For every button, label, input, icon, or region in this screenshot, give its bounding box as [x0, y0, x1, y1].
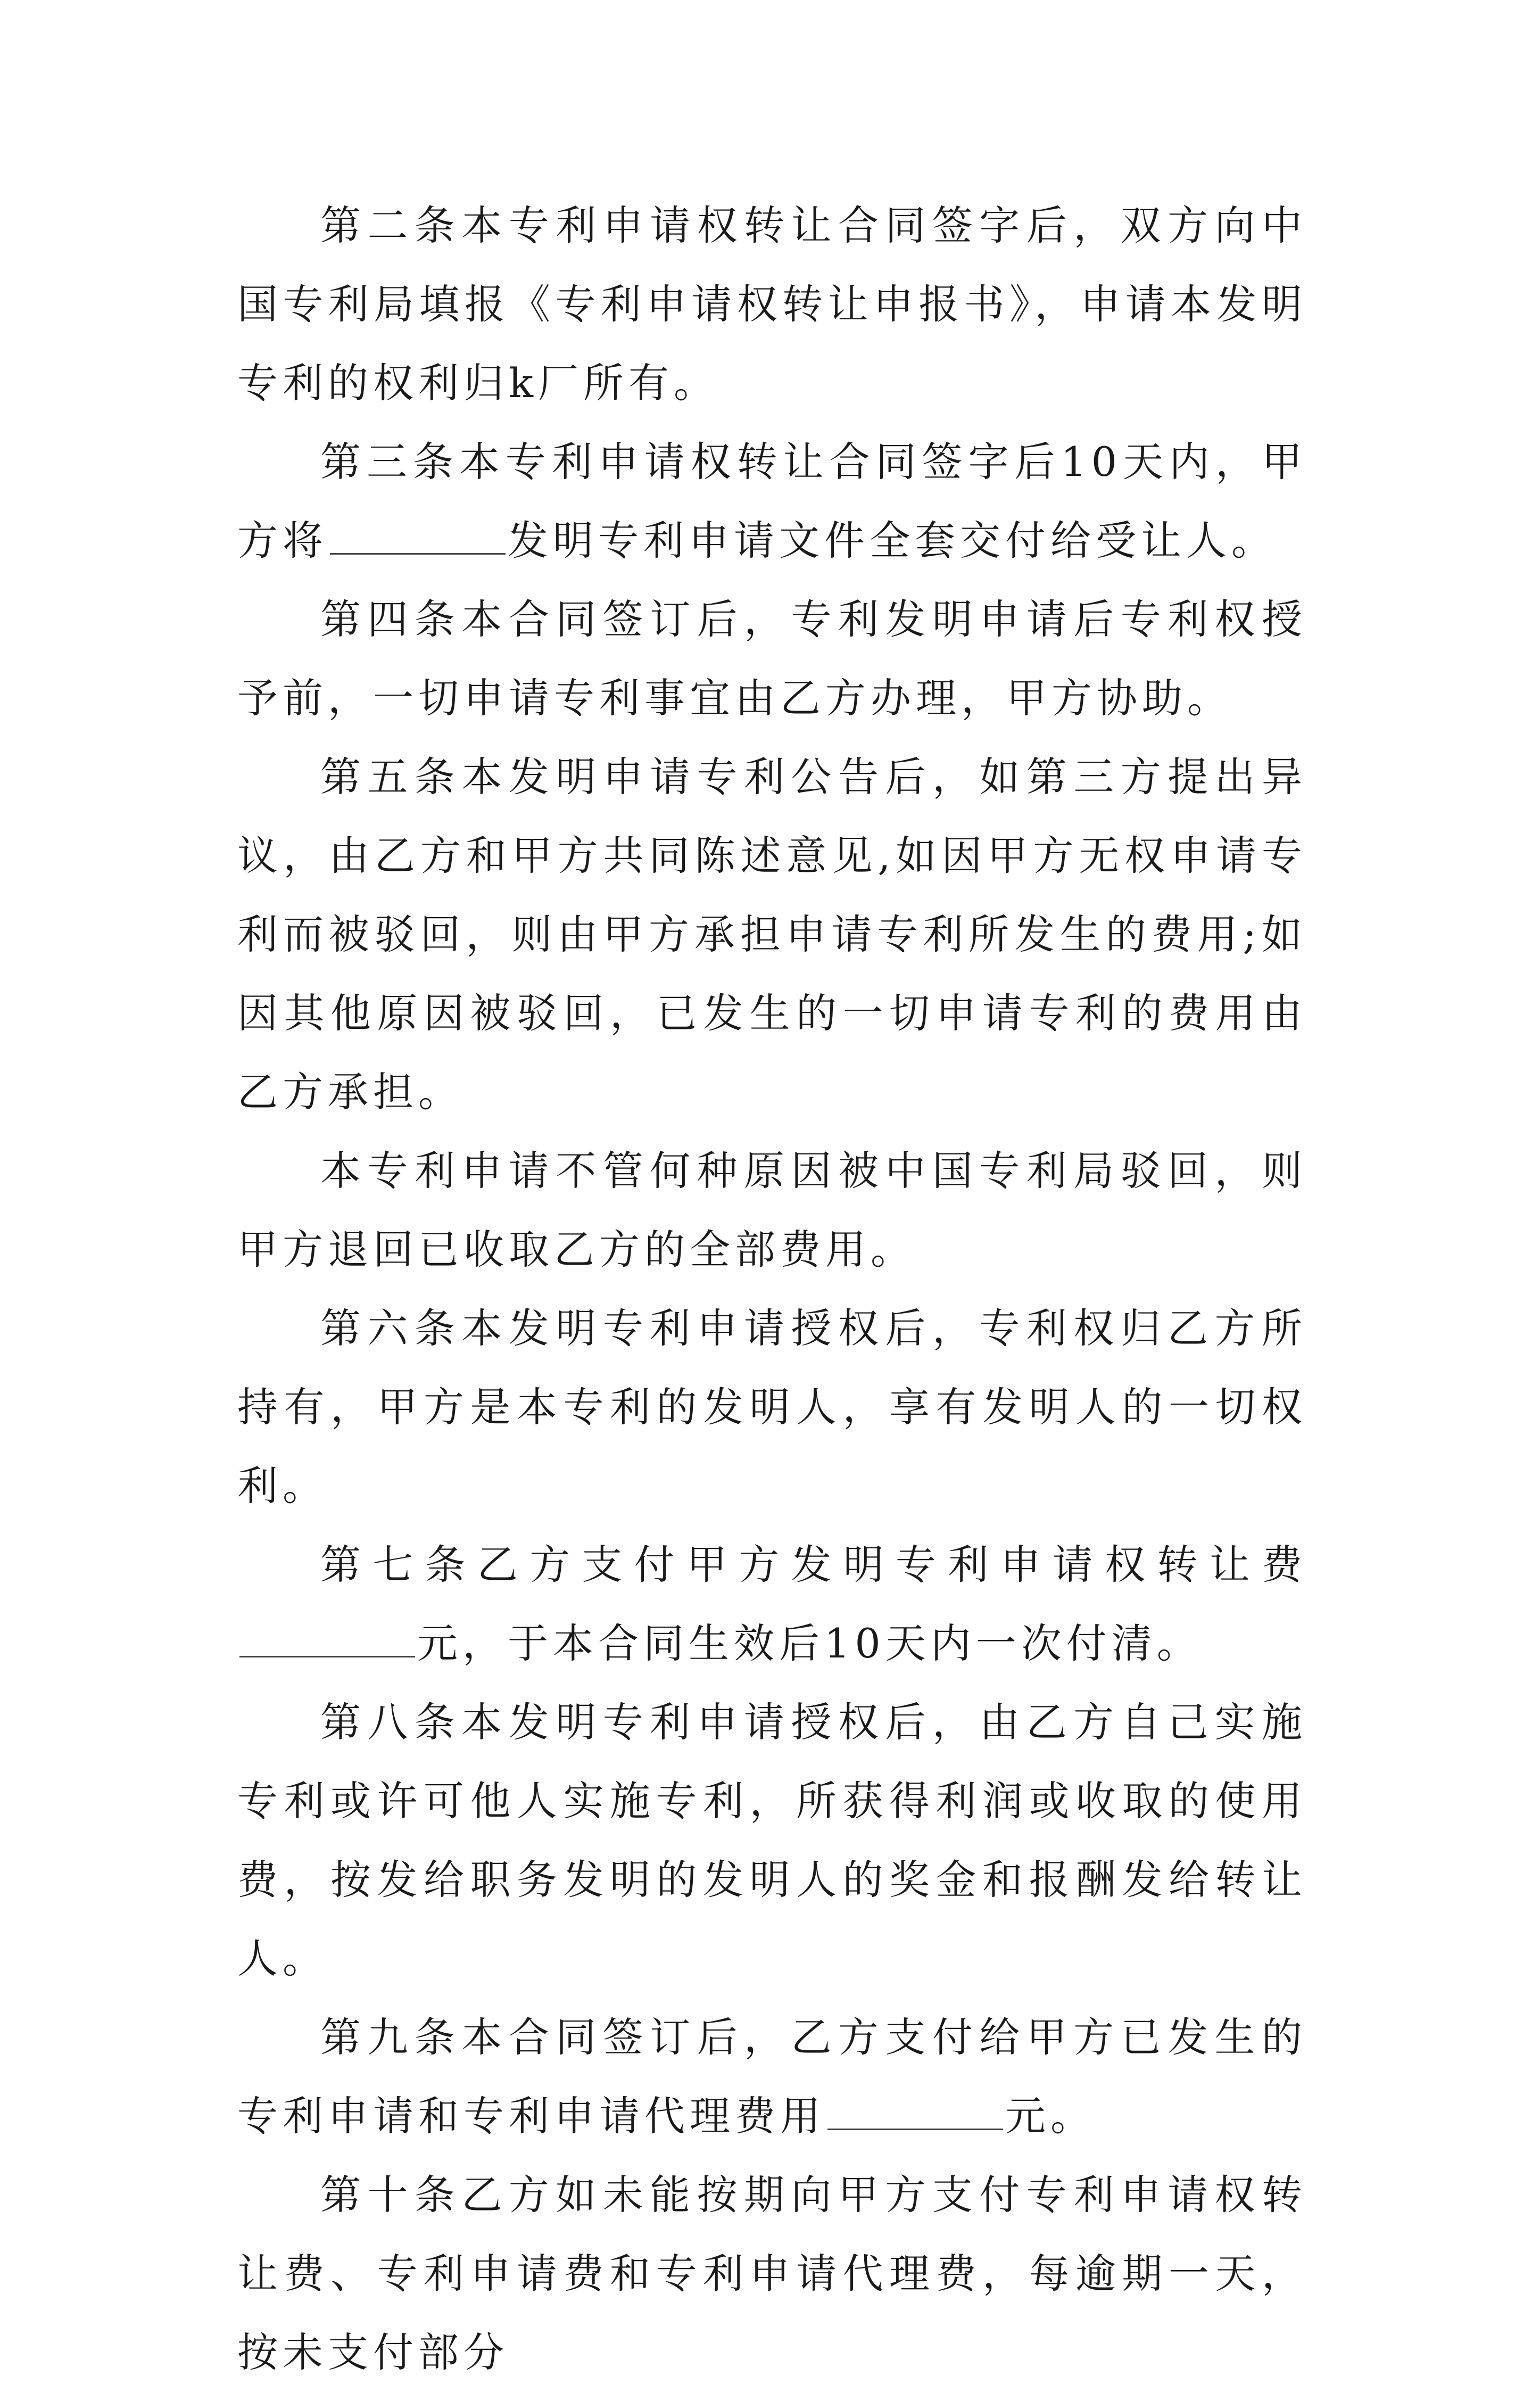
article-9-text-after: 元。	[1005, 2092, 1096, 2140]
article-2	[237, 186, 1307, 423]
article-8	[237, 1683, 1307, 1998]
fill-in-blank	[239, 1624, 415, 1657]
article-8-text: 第八条本发明专利申请授权后，由乙方自己实施专利或许可他人实施专利，所获得利润或收取的使用费，按发给职务发明的发明人的奖金和报酬发给转让人。	[237, 1698, 1307, 1982]
article-6-text: 第六条本发明专利申请授权后，专利权归乙方所持有，甲方是本专利的发明人，享有发明人的一切权利。	[237, 1305, 1307, 1510]
article-4	[237, 580, 1307, 738]
article-5-supplement	[237, 1132, 1307, 1289]
fill-in-blank	[827, 2097, 1003, 2130]
article-5-supplement-text: 本专利申请不管何种原因被中国专利局驳回，则甲方退回已收取乙方的全部费用。	[237, 1147, 1307, 1273]
article-6	[237, 1289, 1307, 1525]
article-9	[237, 1998, 1307, 2156]
article-10-text: 第十条乙方如未能按期向甲方支付专利申请权转让费、专利申请费和专利申请代理费，每逾期一天，按未支付部分	[237, 2171, 1307, 2376]
fill-in-blank	[330, 521, 506, 555]
article-2-text: 第二条本专利申请权转让合同签字后，双方向中国专利局填报《专利申请权转让申报书》，申请本发明专利的权利归k厂所有。	[237, 202, 1307, 407]
article-10	[237, 2156, 1307, 2392]
article-3	[237, 423, 1307, 580]
article-9-text: 第九条本合同签订后，乙方支付给甲方已发生的专利申请和专利申请代理费用	[237, 2014, 1307, 2140]
article-5-text: 第五条本发明申请专利公告后，如第三方提出异议，由乙方和甲方共同陈述意见,如因甲方无权申请专利而被驳回，则由甲方承担申请专利所发生的费用;如因其他原因被驳回，已发生的一切申请专利的费用由乙方承担。	[237, 753, 1307, 1116]
article-7-text-after: 元，于本合同生效后10天内一次付清。	[417, 1620, 1202, 1667]
article-7-text: 第七条乙方支付甲方发明专利申请权转让费	[320, 1541, 1307, 1588]
article-3-text-after: 发明专利申请文件全套交付给受让人。	[508, 517, 1277, 564]
article-4-text: 第四条本合同签订后，专利发明申请后专利权授予前，一切申请专利事宜由乙方办理，甲方协助。	[237, 596, 1307, 722]
document-body	[237, 186, 1307, 2392]
article-3-text: 第三条本专利申请权转让合同签字后10天内，甲方将	[237, 438, 1307, 564]
article-7	[237, 1525, 1307, 1683]
article-5	[237, 738, 1307, 1132]
